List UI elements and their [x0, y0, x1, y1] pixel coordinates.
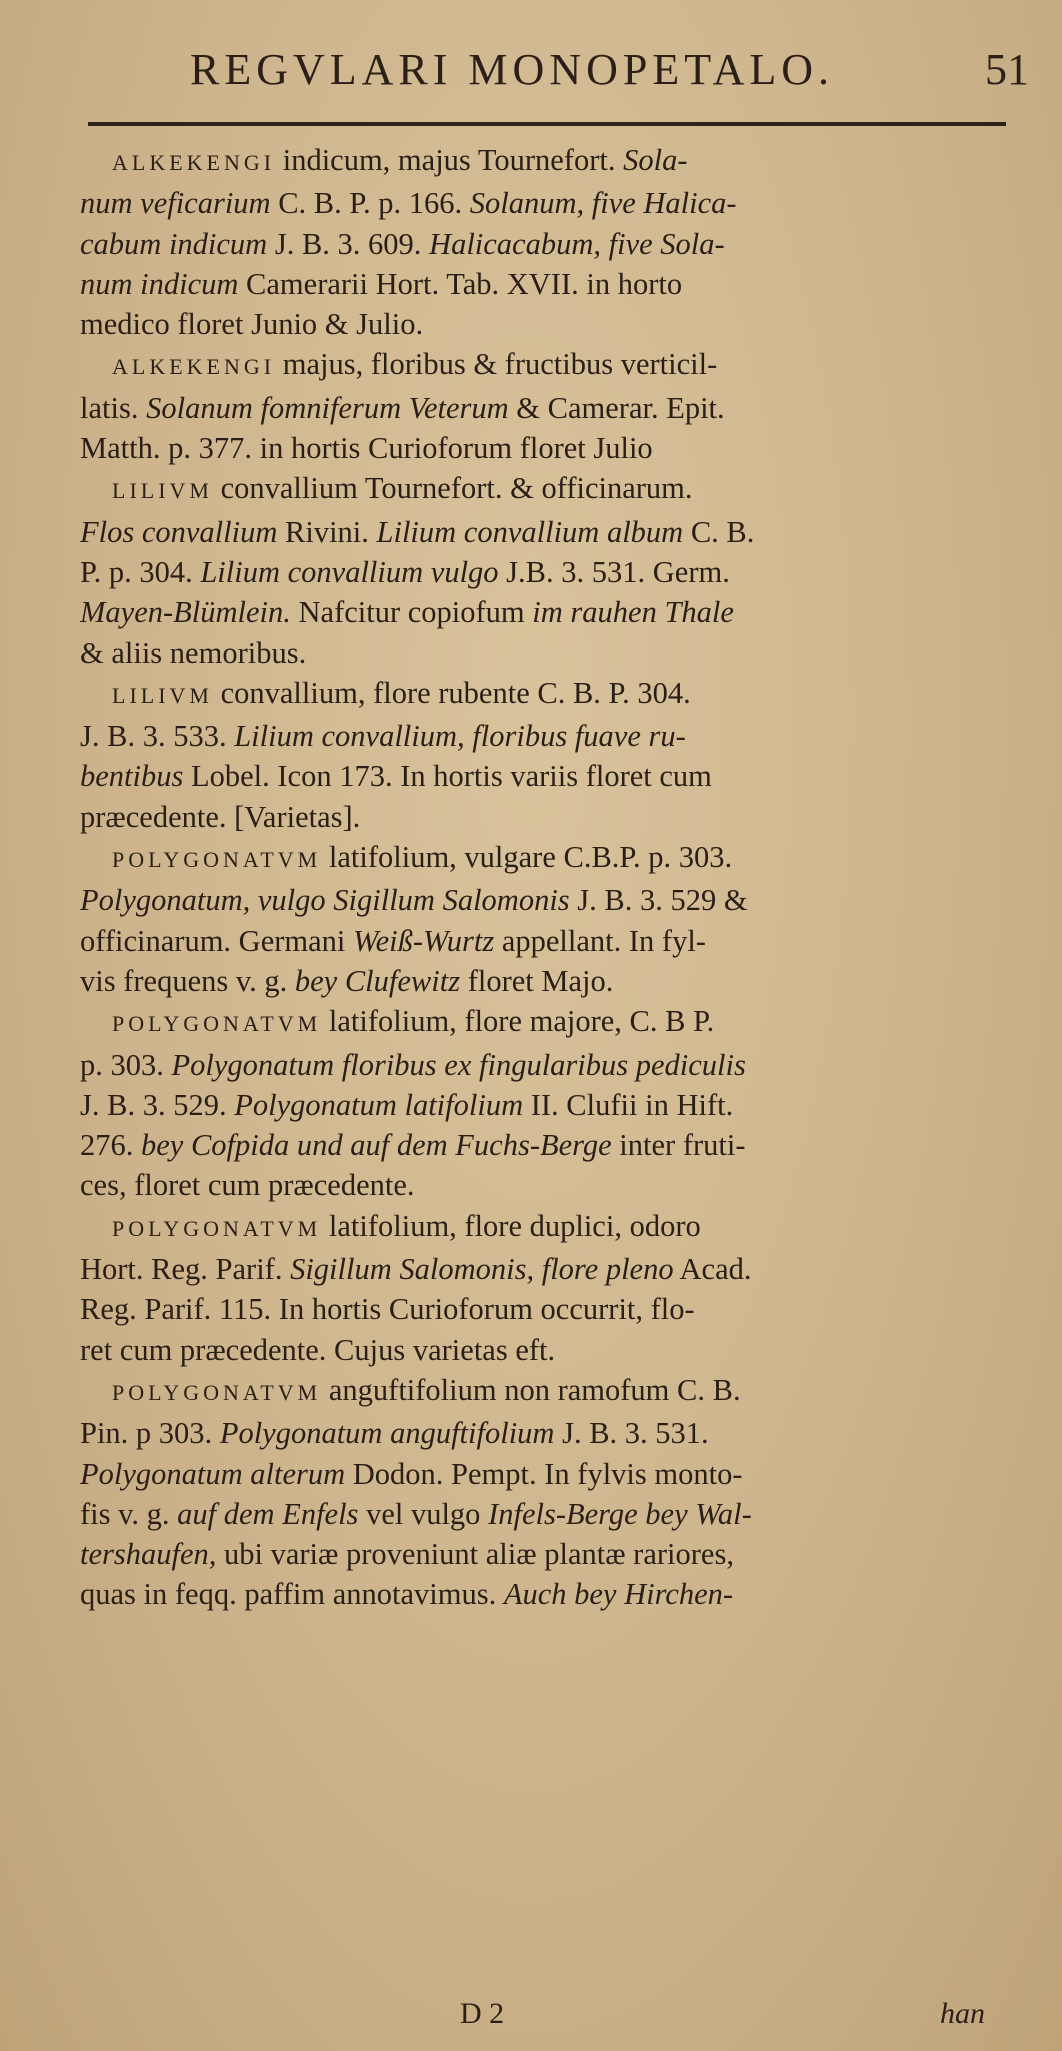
italic-text: Polygonatum alterum — [80, 1456, 346, 1491]
italic-text: Solanum, five Halica- — [469, 186, 737, 221]
text-line — [80, 633, 1015, 673]
headword: ALKEKENGI — [112, 354, 276, 380]
italic-text: num indicum — [80, 266, 239, 301]
roman-text: J. B. 3. 609. — [267, 226, 430, 261]
roman-text: quas in feqq. paffim annotavimus. — [80, 1577, 504, 1612]
roman-text: J. B. 3. 533. — [80, 719, 235, 754]
text-line — [80, 673, 1015, 716]
entry — [80, 837, 1015, 1001]
roman-text: Pin. p 303. — [80, 1416, 220, 1451]
roman-text: Nafcitur copiofum — [290, 595, 533, 630]
roman-text: convallium Tournefort. & officinarum. — [212, 471, 693, 506]
text-line — [80, 592, 1015, 632]
text-line — [80, 1165, 1015, 1205]
header-rule — [88, 122, 1006, 126]
text-line — [80, 1454, 1015, 1494]
text-line — [80, 1206, 1015, 1249]
roman-text: latis. — [80, 390, 147, 425]
headword: POLYGONATVM — [112, 847, 322, 873]
italic-text: im rauhen Thale — [532, 595, 734, 630]
italic-text: Lilium convallium vulgo — [200, 554, 499, 589]
text-line — [80, 512, 1015, 552]
roman-text: J. B. 3. 529 & — [569, 883, 748, 918]
italic-text: Lilium convallium, floribus fuave ru- — [234, 719, 686, 754]
signature-mark: D 2 — [460, 1997, 505, 2030]
roman-text: majus, floribus & fructibus verticil- — [275, 347, 718, 382]
entry — [80, 140, 1015, 344]
text-line — [80, 1125, 1015, 1165]
italic-text: Sola- — [623, 143, 688, 177]
italic-text: Weiß-Wurtz — [353, 923, 495, 958]
italic-text: Solanum fomniferum Veterum — [146, 390, 509, 425]
text-line — [80, 837, 1015, 880]
headword: POLYGONATVM — [112, 1215, 322, 1241]
italic-text: Polygonatum anguftifolium — [219, 1416, 555, 1451]
italic-text: Lilium convallium album — [376, 514, 684, 549]
italic-text: bentibus — [80, 759, 184, 794]
roman-text: vis frequens v. g. — [80, 963, 295, 998]
italic-text: Infels-Berge bey Wal- — [488, 1496, 752, 1531]
roman-text: vel vulgo — [358, 1496, 489, 1531]
italic-text: Flos convallium — [80, 514, 278, 549]
roman-text: Reg. Parif. 115. In hortis Curioforum occurrit, flo- — [80, 1292, 695, 1327]
roman-text: latifolium, vulgare C.B.P. p. 303. — [321, 840, 733, 875]
roman-text: Acad. — [673, 1252, 752, 1287]
roman-text: inter fruti- — [611, 1128, 746, 1163]
text-line — [80, 756, 1015, 796]
text-line — [80, 224, 1015, 264]
text-line — [80, 552, 1015, 592]
roman-text: ret cum præcedente. Cujus varietas eft. — [80, 1332, 556, 1367]
text-line — [80, 1574, 1015, 1614]
page-footer — [0, 1997, 1062, 2037]
headword: LILIVM — [112, 682, 213, 708]
body-text — [80, 140, 1015, 1615]
italic-text: Mayen-Blümlein. — [80, 595, 291, 630]
text-line — [80, 1085, 1015, 1125]
roman-text: appellant. In fyl- — [494, 923, 706, 958]
text-line — [80, 1413, 1015, 1453]
entry — [80, 1206, 1015, 1370]
roman-text: officinarum. Germani — [80, 923, 353, 958]
text-line — [80, 1045, 1015, 1085]
roman-text: ubi variæ proveniunt aliæ plantæ rariores, — [216, 1537, 734, 1572]
text-line — [80, 1330, 1015, 1370]
italic-text: bey Cofpida und auf dem Fuchs-Berge — [141, 1128, 612, 1163]
roman-text: II. Clufii in Hift. — [523, 1087, 734, 1122]
roman-text: Dodon. Pempt. In fylvis monto- — [345, 1456, 743, 1491]
text-line — [80, 1534, 1015, 1574]
headword: POLYGONATVM — [112, 1011, 322, 1037]
roman-text: latifolium, flore majore, C. B P. — [321, 1004, 715, 1039]
text-line — [80, 1494, 1015, 1534]
text-line — [80, 1001, 1015, 1044]
italic-text: bey Clufewitz — [294, 963, 461, 998]
roman-text: latifolium, flore duplici, odoro — [321, 1208, 701, 1243]
italic-text: auf dem Enfels — [177, 1496, 359, 1531]
roman-text: & aliis nemoribus. — [80, 635, 307, 670]
page-header — [0, 44, 1062, 104]
roman-text: J. B. 3. 529. — [80, 1087, 235, 1122]
roman-text: C. B. — [683, 514, 755, 549]
roman-text: Camerarii Hort. Tab. XVII. in horto — [238, 266, 683, 301]
roman-text: Matth. p. 377. in hortis Curioforum floret Julio — [80, 431, 653, 466]
roman-text: P. p. 304. — [80, 554, 201, 589]
roman-text: J. B. 3. 531. — [554, 1416, 709, 1451]
roman-text: indicum, majus Tournefort. — [275, 143, 624, 177]
roman-text: J.B. 3. 531. Germ. — [498, 554, 730, 589]
roman-text: & Camerar. Epit. — [508, 390, 725, 425]
text-line — [80, 468, 1015, 511]
running-title: REGVLARI MONOPETALO. — [190, 45, 835, 94]
headword: POLYGONATVM — [112, 1379, 322, 1405]
italic-text: cabum indicum — [80, 226, 268, 261]
roman-text: fis v. g. — [80, 1496, 178, 1531]
text-line — [80, 264, 1015, 304]
headword: LILIVM — [112, 478, 213, 504]
entry — [80, 1001, 1015, 1205]
entry — [80, 344, 1015, 468]
roman-text: anguftifolium non ramofum C. B. — [321, 1372, 741, 1407]
text-line — [80, 797, 1015, 837]
catchword: han — [940, 1997, 985, 2030]
italic-text: Polygonatum latifolium — [234, 1087, 524, 1122]
italic-text: Auch bey Hirchen- — [503, 1577, 734, 1612]
text-line — [80, 961, 1015, 1001]
roman-text: ces, floret cum præcedente. — [80, 1168, 415, 1203]
roman-text: medico floret Junio & Julio. — [80, 307, 424, 342]
italic-text: Halicacabum, five Sola- — [429, 226, 725, 261]
text-line — [80, 716, 1015, 756]
text-line — [80, 921, 1015, 961]
roman-text: 276. — [80, 1128, 141, 1163]
italic-text: tershaufen, — [80, 1537, 217, 1572]
italic-text: Polygonatum floribus ex fingularibus pediculis — [171, 1047, 746, 1082]
roman-text: Rivini. — [277, 514, 377, 549]
roman-text: Lobel. Icon 173. In hortis variis floret cum — [183, 759, 712, 794]
text-line — [80, 1289, 1015, 1329]
roman-text: floret Majo. — [460, 963, 614, 998]
roman-text: C. B. P. p. 166. — [270, 186, 470, 221]
roman-text: p. 303. — [80, 1047, 172, 1082]
entry — [80, 468, 1015, 672]
italic-text: Sigillum Salomonis, flore pleno — [290, 1252, 674, 1287]
headword: ALKEKENGI — [112, 150, 276, 175]
text-line — [80, 1370, 1015, 1413]
roman-text: Hort. Reg. Parif. — [80, 1252, 291, 1287]
text-line — [80, 428, 1015, 468]
text-line — [80, 1249, 1015, 1289]
roman-text: convallium, flore rubente C. B. P. 304. — [212, 675, 691, 710]
text-line — [80, 304, 1015, 344]
entry — [80, 673, 1015, 837]
text-line — [80, 344, 1015, 387]
text-line — [80, 880, 1015, 920]
text-line — [80, 183, 1015, 223]
text-line — [80, 140, 1015, 183]
text-line — [80, 388, 1015, 428]
italic-text: num veficarium — [80, 186, 271, 221]
roman-text: præcedente. [Varietas]. — [80, 799, 361, 834]
entry — [80, 1370, 1015, 1615]
italic-text: Polygonatum, vulgo Sigillum Salomonis — [80, 883, 570, 918]
page-number: 51 — [985, 45, 1029, 94]
